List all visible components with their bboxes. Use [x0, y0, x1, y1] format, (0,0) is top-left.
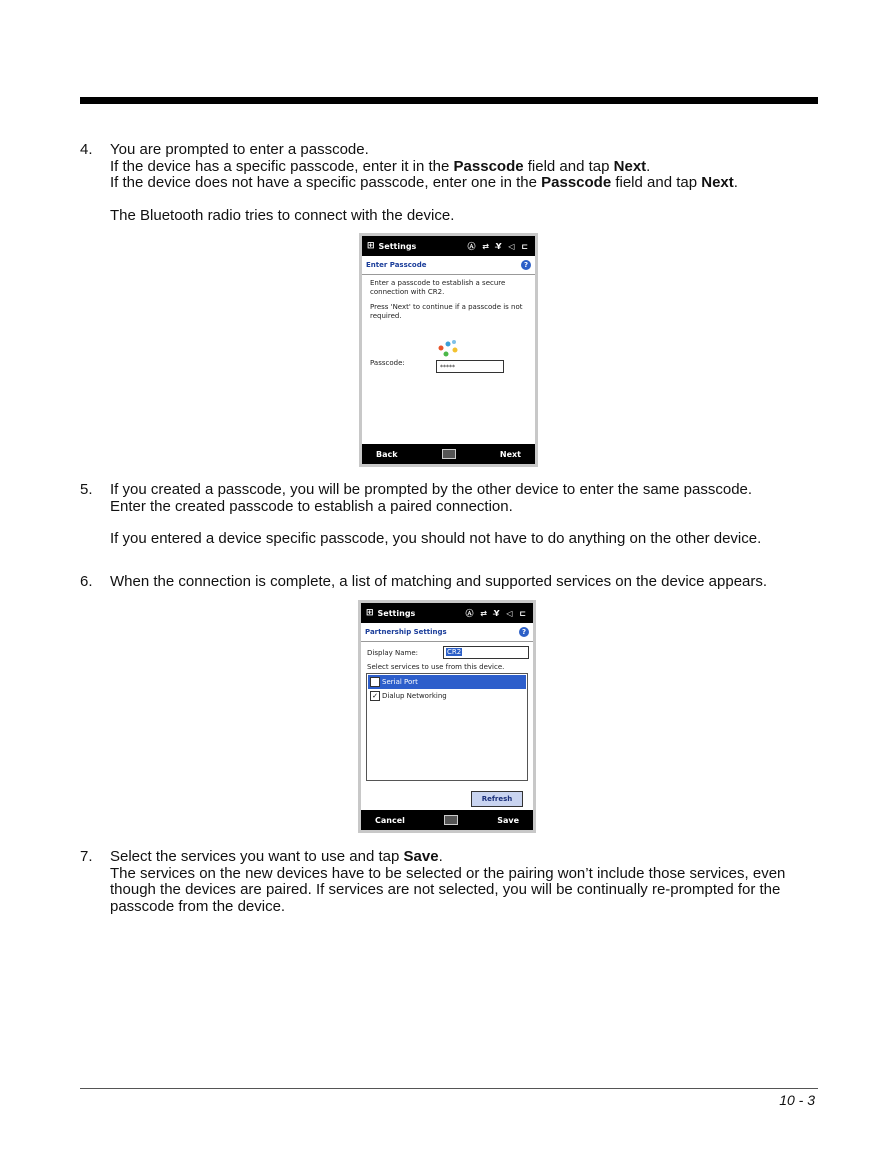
- cancel-button[interactable]: Cancel: [375, 815, 405, 825]
- step-text: The services on the new devices have to be selected or the pairing won’t include those services, even though the devices are paired. If services are not selected, you will be continually re-prompted for the passcode from the device.: [110, 864, 786, 915]
- status-icons: Ⓐ ⇄ Y̶ ◁ ⊏: [465, 608, 528, 618]
- step-text: When the connection is complete, a list of matching and supported services on the device appears.: [110, 573, 768, 590]
- back-button[interactable]: Back: [376, 449, 398, 459]
- display-name-input[interactable]: CR2: [443, 646, 529, 659]
- display-name-label: Display Name:: [367, 648, 419, 657]
- windows-start-icon[interactable]: ⊞: [367, 241, 375, 251]
- step-4: [80, 142, 840, 224]
- services-list[interactable]: [366, 673, 528, 781]
- bluetooth-activity-icon: [436, 339, 466, 359]
- step-5: [80, 482, 840, 548]
- step-number: 7.: [80, 848, 93, 865]
- partnership-settings-screenshot: [358, 600, 536, 833]
- step-number: 5.: [80, 481, 93, 498]
- help-icon[interactable]: ?: [519, 627, 529, 637]
- step-text: If you entered a device specific passcode, you should not have to do anything on the other device.: [110, 530, 762, 547]
- step-text: If you created a passcode, you will be prompted by the other device to enter the same passcode.: [110, 481, 753, 498]
- help-icon[interactable]: ?: [521, 260, 531, 270]
- save-button[interactable]: Save: [497, 815, 519, 825]
- select-services-label: Select services to use from this device.: [367, 663, 505, 671]
- status-icons: Ⓐ ⇄ Y̶ ◁ ⊏: [467, 241, 530, 251]
- title: Settings: [377, 608, 416, 618]
- step-text: You are prompted to enter a passcode.: [110, 141, 369, 158]
- title-bar: [362, 236, 535, 256]
- step-number: 6.: [80, 573, 93, 590]
- step-text: Enter the created passcode to establish a paired connection.: [110, 497, 513, 515]
- keyboard-icon[interactable]: [444, 815, 458, 825]
- instructions: Enter a passcode to establish a secure connection with CR2. Press 'Next' to continue if a passcode is not required.: [370, 279, 523, 320]
- enter-passcode-screenshot: [359, 233, 538, 467]
- next-button[interactable]: Next: [499, 449, 521, 459]
- checkbox[interactable]: [370, 677, 380, 687]
- page-number: 10 - 3: [779, 1092, 815, 1108]
- passcode-input[interactable]: *****: [436, 360, 504, 373]
- step-text: The Bluetooth radio tries to connect with the device.: [110, 206, 455, 224]
- step-text: If the device has a specific passcode, enter it in the Passcode field and tap Next.: [110, 157, 651, 175]
- list-item[interactable]: Serial Port: [368, 675, 526, 689]
- soft-key-bar: [362, 444, 535, 464]
- screen-heading: Enter Passcode ?: [362, 256, 535, 275]
- step-6: [80, 574, 840, 591]
- title-bar: [361, 603, 533, 623]
- keyboard-icon[interactable]: [442, 449, 456, 459]
- display-name-row: [361, 642, 533, 659]
- passcode-label: Passcode:: [370, 359, 405, 367]
- step-text: Select the services you want to use and tap Save.: [110, 848, 443, 865]
- header-rule: [80, 97, 818, 104]
- step-text: If the device does not have a specific passcode, enter one in the Passcode field and tap Next.: [110, 174, 738, 191]
- windows-start-icon[interactable]: ⊞: [366, 608, 374, 618]
- footer-rule: [80, 1088, 818, 1089]
- title: Settings: [378, 241, 417, 251]
- checkbox-checked[interactable]: ✓: [370, 691, 380, 701]
- list-item[interactable]: ✓ Dialup Networking: [368, 689, 526, 703]
- step-7: [80, 849, 840, 915]
- screen-heading: Partnership Settings ?: [361, 623, 533, 642]
- soft-key-bar: [361, 810, 533, 830]
- step-number: 4.: [80, 141, 93, 158]
- refresh-button[interactable]: Refresh: [471, 791, 523, 807]
